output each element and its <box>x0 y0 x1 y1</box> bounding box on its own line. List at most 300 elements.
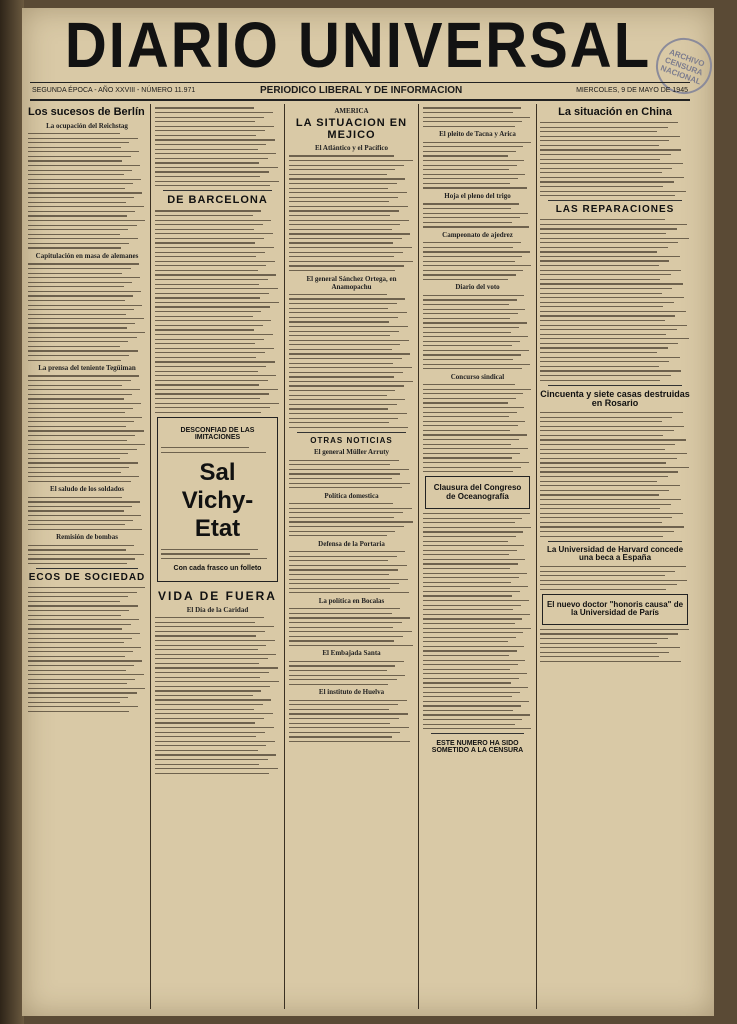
text-line <box>28 412 125 413</box>
subhead: El pleito de Tacna y Arica <box>439 130 516 139</box>
text-line <box>289 363 393 364</box>
text-line <box>28 375 139 376</box>
text-line <box>28 619 139 620</box>
text-line <box>540 430 674 431</box>
text-line <box>289 252 403 253</box>
text-line <box>423 513 530 514</box>
text-line <box>155 329 254 330</box>
issue-date: MIERCOLES, 9 DE MAYO DE 1945 <box>576 87 688 94</box>
text-line <box>28 337 137 338</box>
text-line <box>540 279 660 280</box>
text-line <box>28 545 134 546</box>
congreso-header-box <box>425 476 530 509</box>
text-line <box>289 665 395 666</box>
text-line <box>540 412 683 413</box>
text-line <box>289 265 404 266</box>
text-line <box>423 247 513 248</box>
text-line <box>423 618 522 619</box>
text-line <box>423 126 515 127</box>
text-line <box>540 238 689 239</box>
text-line <box>423 714 530 715</box>
text-line <box>423 673 527 674</box>
text-line <box>28 515 141 516</box>
text-line <box>423 462 529 463</box>
text-line <box>28 300 125 301</box>
text-line <box>155 389 278 390</box>
text-line <box>289 321 389 322</box>
article-text <box>289 608 414 646</box>
column-4 <box>423 104 532 1009</box>
text-line <box>289 718 399 719</box>
text-line <box>155 681 279 682</box>
text-line <box>289 303 397 304</box>
text-line <box>540 421 662 422</box>
text-line <box>540 172 662 173</box>
text-line <box>28 295 133 296</box>
text-line <box>155 654 276 655</box>
text-line <box>289 478 392 479</box>
text-line <box>423 270 523 271</box>
text-line <box>289 675 405 676</box>
text-line <box>540 154 671 155</box>
text-line <box>540 375 671 376</box>
text-line <box>540 168 672 169</box>
text-line <box>423 696 512 697</box>
text-line <box>155 302 279 303</box>
ad-brand: Sal Vichy-Etat <box>181 458 254 542</box>
text-line <box>28 605 138 606</box>
text-line <box>289 627 393 628</box>
text-line <box>289 551 405 552</box>
article-text <box>28 133 146 249</box>
text-line <box>289 704 398 705</box>
text-line <box>155 667 278 668</box>
text-line <box>155 407 270 408</box>
text-line <box>289 487 402 488</box>
text-line <box>423 309 525 310</box>
text-line <box>540 494 659 495</box>
text-line <box>289 331 399 332</box>
article-text <box>289 503 414 536</box>
text-line <box>28 587 145 588</box>
text-line <box>423 299 517 300</box>
text-line <box>289 521 413 522</box>
headline-china: La situación en China <box>558 106 672 118</box>
text-line <box>540 274 671 275</box>
text-line <box>28 501 140 502</box>
text-line <box>540 656 659 657</box>
text-line <box>28 341 128 342</box>
text-line <box>423 430 510 431</box>
text-line <box>289 583 399 584</box>
text-line <box>540 536 663 537</box>
text-line <box>540 293 662 294</box>
text-line <box>540 260 669 261</box>
text-line <box>28 165 140 166</box>
subhead: El general Sánchez Ortega, en Anamopachu <box>306 274 397 291</box>
subhead: Capitulación en masa de alemanes <box>35 251 139 260</box>
text-line <box>289 732 400 733</box>
text-line <box>540 181 674 182</box>
subhead: El general Müller Arruty <box>313 448 390 457</box>
text-line <box>155 288 278 289</box>
text-line <box>155 695 253 696</box>
text-line <box>28 133 120 134</box>
text-line <box>423 242 521 243</box>
text-line <box>155 339 264 340</box>
text-line <box>540 531 674 532</box>
text-line <box>28 679 135 680</box>
text-line <box>155 663 259 664</box>
text-line <box>155 732 265 733</box>
text-line <box>540 517 672 518</box>
text-line <box>155 171 269 172</box>
text-line <box>28 170 132 171</box>
section-title-ecos: ECOS DE SOCIEDAD <box>28 572 146 584</box>
text-line <box>540 256 680 257</box>
text-line <box>28 360 121 361</box>
text-line <box>155 320 271 321</box>
text-line <box>289 326 408 327</box>
text-line <box>540 242 678 243</box>
text-line <box>28 592 137 593</box>
text-line <box>28 510 124 511</box>
separator <box>36 568 138 569</box>
text-line <box>28 408 133 409</box>
tagline: PERIODICO LIBERAL Y DE INFORMACION <box>260 85 463 96</box>
text-line <box>28 188 125 189</box>
text-line <box>155 229 254 230</box>
censorship-notice: ESTE NUMERO HA SIDO SOMETIDO A LA CENSURA <box>431 740 524 755</box>
text-line <box>289 294 387 295</box>
text-line <box>423 448 528 449</box>
text-line <box>423 151 516 152</box>
text-line <box>28 179 141 180</box>
text-line <box>540 370 681 371</box>
text-line <box>28 380 131 381</box>
text-line <box>289 556 397 557</box>
text-line <box>423 701 529 702</box>
text-line <box>423 217 520 218</box>
text-line <box>28 202 126 203</box>
text-line <box>540 584 677 585</box>
text-line <box>540 499 681 500</box>
text-line <box>28 462 138 463</box>
text-line <box>155 649 258 650</box>
text-line <box>28 318 144 319</box>
text-line <box>155 242 255 243</box>
text-line <box>540 361 669 362</box>
text-line <box>423 412 517 413</box>
text-line <box>289 631 412 632</box>
headline-rosario: Cincuenta y siete casas destruidas en Rosario <box>540 388 690 409</box>
text-line <box>289 661 404 662</box>
text-line <box>155 718 264 719</box>
text-line <box>28 430 144 431</box>
text-line <box>289 344 400 345</box>
text-line <box>423 165 517 166</box>
text-line <box>155 247 274 248</box>
text-line <box>289 238 402 239</box>
text-line <box>155 112 273 113</box>
article-text <box>423 142 532 189</box>
text-line <box>28 350 138 351</box>
text-line <box>540 329 677 330</box>
text-line <box>289 308 388 309</box>
column-3 <box>289 104 414 1009</box>
text-line <box>28 215 127 216</box>
text-line <box>289 588 390 589</box>
text-line <box>289 408 388 409</box>
text-line <box>289 565 407 566</box>
text-line <box>423 178 518 179</box>
text-line <box>28 151 139 152</box>
text-line <box>289 723 390 724</box>
separator <box>297 432 406 433</box>
text-line <box>155 686 270 687</box>
separator <box>548 541 682 542</box>
text-line <box>423 518 522 519</box>
text-line <box>155 635 256 636</box>
text-line <box>540 380 660 381</box>
text-line <box>423 332 511 333</box>
column-rule <box>150 104 151 1009</box>
text-line <box>540 145 659 146</box>
text-line <box>423 724 515 725</box>
text-line <box>423 384 515 385</box>
text-line <box>28 628 122 629</box>
text-line <box>28 601 120 602</box>
text-line <box>423 582 511 583</box>
text-line <box>155 130 265 131</box>
article-text <box>289 551 414 593</box>
text-line <box>28 467 129 468</box>
text-line <box>540 513 683 514</box>
text-line <box>28 647 141 648</box>
text-line <box>28 529 142 530</box>
text-line <box>289 574 389 575</box>
text-line <box>28 385 122 386</box>
article-text <box>289 661 414 685</box>
text-line <box>155 293 269 294</box>
text-line <box>155 690 261 691</box>
text-line <box>155 167 278 168</box>
ad-text <box>161 549 274 559</box>
text-line <box>423 261 515 262</box>
text-line <box>423 364 530 365</box>
text-line <box>28 610 129 611</box>
text-line <box>155 144 266 145</box>
text-line <box>155 270 258 271</box>
text-line <box>155 736 256 737</box>
text-line <box>28 702 120 703</box>
text-line <box>423 559 525 560</box>
text-line <box>540 186 663 187</box>
text-line <box>540 131 657 132</box>
text-line <box>155 185 270 186</box>
text-line <box>28 282 132 283</box>
text-line <box>289 372 403 373</box>
text-line <box>289 353 410 354</box>
text-line <box>289 261 413 262</box>
text-line <box>423 527 531 528</box>
text-line <box>289 700 407 701</box>
advertisement-box <box>157 417 278 582</box>
subhead: Campeonato de ajedrez <box>442 230 513 239</box>
text-line <box>423 313 518 314</box>
text-line <box>289 741 410 742</box>
text-line <box>289 727 409 728</box>
text-line <box>289 713 408 714</box>
text-line <box>289 460 399 461</box>
text-line <box>289 579 408 580</box>
text-line <box>540 633 678 634</box>
edition-line <box>30 82 690 101</box>
text-line <box>289 233 410 234</box>
subhead: La ocupación del Reichstag <box>46 121 128 130</box>
text-line <box>289 535 387 536</box>
text-line <box>423 641 508 642</box>
ad-note: Con cada frasco un folleto <box>173 565 262 573</box>
text-line <box>289 512 403 513</box>
text-line <box>540 458 677 459</box>
text-line <box>540 575 665 576</box>
text-line <box>423 274 516 275</box>
text-line <box>155 343 255 344</box>
text-line <box>423 682 511 683</box>
subhead: El instituto de Huelva <box>318 688 385 697</box>
subhead: Hoja el pleno del trigo <box>444 192 511 201</box>
text-line <box>289 224 400 225</box>
text-line <box>423 279 508 280</box>
text-line <box>155 699 271 700</box>
text-line <box>540 122 678 123</box>
text-line <box>28 688 145 689</box>
text-line <box>289 381 413 382</box>
text-line <box>155 672 269 673</box>
text-line <box>155 398 260 399</box>
text-line <box>28 247 121 248</box>
text-line <box>161 558 267 559</box>
text-line <box>423 605 521 606</box>
text-line <box>28 327 127 328</box>
text-line <box>540 647 680 648</box>
text-line <box>423 393 523 394</box>
text-line <box>28 497 122 498</box>
text-line <box>155 238 264 239</box>
newspaper-page <box>22 8 714 1016</box>
text-line <box>28 160 122 161</box>
text-line <box>540 643 657 644</box>
text-line <box>423 467 521 468</box>
text-line <box>540 127 668 128</box>
text-line <box>28 660 142 661</box>
text-line <box>540 566 686 567</box>
text-line <box>155 380 268 381</box>
text-line <box>540 159 660 160</box>
article-text <box>423 107 532 127</box>
article-text <box>540 219 690 380</box>
text-line <box>423 121 522 122</box>
article-text <box>540 412 690 537</box>
text-line <box>423 265 531 266</box>
text-line <box>289 473 400 474</box>
text-line <box>155 357 256 358</box>
text-line <box>28 638 132 639</box>
text-line <box>155 210 261 211</box>
text-line <box>28 692 137 693</box>
text-line <box>423 251 530 252</box>
text-line <box>28 398 124 399</box>
section-title-vida: VIDA DE FUERA <box>158 589 277 604</box>
text-line <box>155 311 261 312</box>
text-line <box>28 706 138 707</box>
text-line <box>289 464 390 465</box>
text-line <box>289 483 410 484</box>
text-line <box>423 595 512 596</box>
text-line <box>423 609 513 610</box>
section-title-congreso: Clausura del Congreso de Oceanografía <box>433 483 522 501</box>
text-line <box>28 197 134 198</box>
headline-mejico: LA SITUACION EN MEJICO <box>295 117 408 141</box>
text-line <box>540 629 689 630</box>
article-text <box>423 295 532 369</box>
text-line <box>423 146 523 147</box>
text-line <box>155 316 253 317</box>
text-line <box>540 571 675 572</box>
text-line <box>28 394 132 395</box>
subhead: La política en Bocalas <box>318 596 385 605</box>
text-line <box>155 622 255 623</box>
article-text <box>540 122 690 196</box>
text-line <box>289 613 392 614</box>
text-line <box>423 208 511 209</box>
text-line <box>289 422 389 423</box>
text-line <box>289 427 408 428</box>
text-line <box>155 215 253 216</box>
text-line <box>423 522 515 523</box>
text-line <box>540 444 675 445</box>
text-line <box>28 277 140 278</box>
text-line <box>155 713 273 714</box>
text-line <box>28 417 142 418</box>
text-line <box>423 439 519 440</box>
text-line <box>161 549 258 550</box>
article-text <box>28 497 146 530</box>
article-text <box>28 375 146 481</box>
text-line <box>540 589 666 590</box>
text-line <box>155 759 268 760</box>
text-line <box>155 121 255 122</box>
text-line <box>289 178 405 179</box>
text-line <box>540 453 687 454</box>
text-line <box>289 317 398 318</box>
text-line <box>423 457 512 458</box>
text-line <box>423 295 524 296</box>
text-line <box>28 355 129 356</box>
subhead: Defensa de la Portaria <box>318 539 385 548</box>
edition-number: SEGUNDA ÉPOCA - AÑO XXVIII - NÚMERO 11.971 <box>32 87 196 94</box>
text-line <box>540 149 681 150</box>
article-text <box>423 242 532 280</box>
column-1 <box>28 104 146 1009</box>
text-line <box>423 155 508 156</box>
text-line <box>155 745 266 746</box>
text-line <box>423 398 516 399</box>
article-text <box>155 107 280 186</box>
text-line <box>28 633 140 634</box>
text-line <box>28 314 126 315</box>
